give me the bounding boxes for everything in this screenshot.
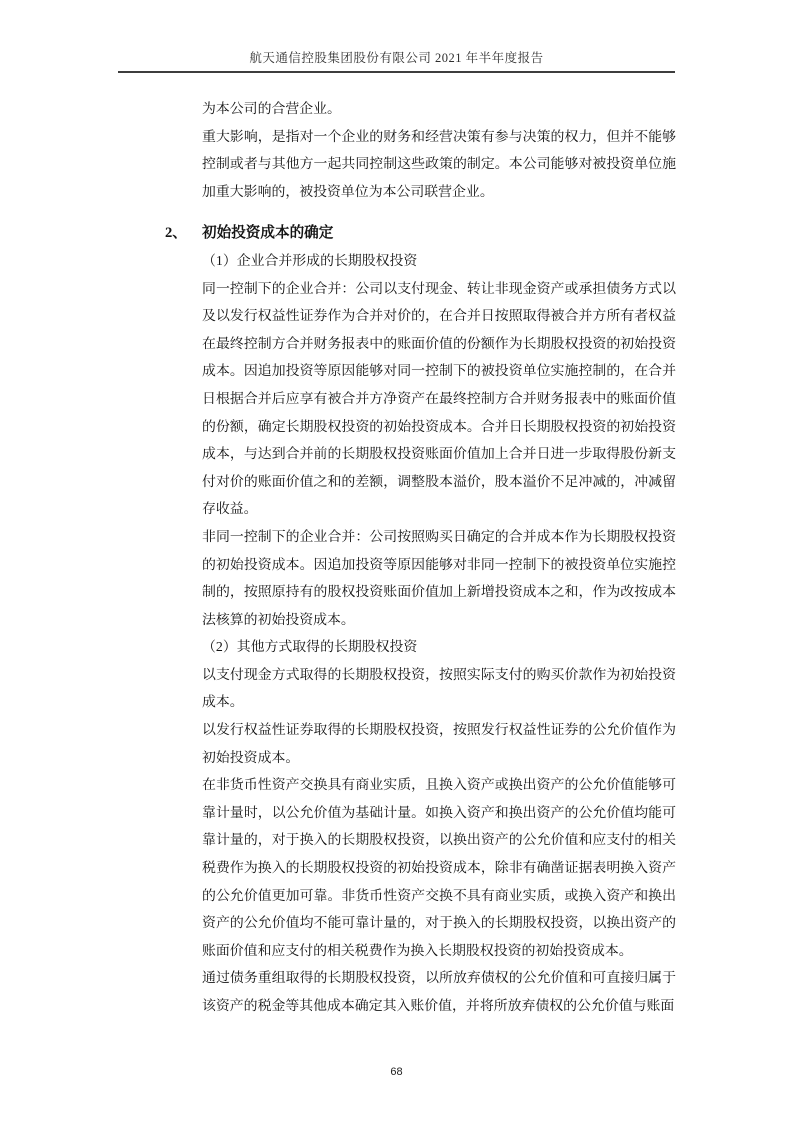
- report-header-title: 航天通信控股集团股份有限公司 2021 年半年度报告: [249, 51, 544, 65]
- page-header: [0, 0, 793, 66]
- page-number: 68: [390, 1066, 403, 1078]
- paragraph-significant-influence: 重大影响，是指对一个企业的财务和经营决策有参与决策的权力，但并不能够控制或者与其他方一起共同控制这些政策的制定。本公司能够对被投资单位施加重大影响的，被投资单位为本公司联营企业。: [202, 129, 676, 200]
- section-heading-initial-investment-cost: [165, 220, 676, 248]
- paragraph-non-same-control-combination: 非同一控制下的企业合并：公司按照购买日确定的合并成本作为长期股权投资的初始投资成本。因追加投资等原因能够对非同一控制下的被投资单位实施控制的，按照原持有的股权投资账面价值加上新增投资成本之和，作为改按成本法核算的初始投资成本。: [202, 529, 676, 628]
- section-number: 2、: [165, 225, 187, 242]
- header-rule: [118, 71, 675, 73]
- paragraph-sub2-title-other-acquisition: （2）其他方式取得的长期股权投资: [202, 640, 418, 656]
- paragraph-equity-securities-acquisition: 以发行权益性证券取得的长期股权投资，按照发行权益性证券的公允价值作为初始投资成本。: [202, 723, 676, 766]
- section-title: 初始投资成本的确定: [202, 225, 334, 242]
- paragraph-sub1-title-business-combination: （1）企业合并形成的长期股权投资: [202, 253, 418, 269]
- paragraph-cash-acquisition: 以支付现金方式取得的长期股权投资，按照实际支付的购买价款作为初始投资成本。: [202, 667, 676, 711]
- paragraph-same-control-combination: 同一控制下的企业合并：公司以支付现金、转让非现金资产或承担债务方式以及以发行权益性证券作为合并对价的，在合并日按照取得被合并方所有者权益在最终控制方合并财务报表中的账面价值的份额作为长期股权投资的初始投资成本。因追加投资等原因能够对同一控制下的被投资单位实施控制的，在合并日根据合并后应享有被合并方净资产在最终控制方合并财务报表中的账面价值的份额，确定长期股权投资的初始投资成本。合并日长期股权投资的初始投资成本，与达到合并前的长期股权投资账面价值加上合并日进一步取得股份新支付对价的账面价值之和的差额，调整股本溢价，股本溢价不足冲减的，冲减留存收益。: [202, 281, 676, 518]
- paragraph-nonmonetary-asset-exchange: 在非货币性资产交换具有商业实质，且换入资产或换出资产的公允价值能够可靠计量时，以公允价值为基础计量。如换入资产和换出资产的公允价值均能可靠计量的，对于换入的长期股权投资，以换出资产的公允价值和应支付的相关税费作为换入的长期股权投资的初始投资成本，除非有确凿证据表明换入资产的公允价值更加可靠。非货币性资产交换不具有商业实质，或换入资产和换出资产的公允价值均不能可靠计量的，对于换入的长期股权投资，以换出资产的账面价值和应支付的相关税费作为换入长期股权投资的初始投资成本。: [202, 778, 676, 959]
- paragraph-debt-restructuring: 通过债务重组取得的长期股权投资，以所放弃债权的公允价值和可直接归属于该资产的税金等其他成本确定其入账价值，并将所放弃债权的公允价值与账面: [202, 971, 676, 1014]
- document-body: [165, 96, 676, 1021]
- page-footer: [0, 1066, 793, 1078]
- paragraph-joint-venture-continuation: 为本公司的合营企业。: [202, 102, 341, 117]
